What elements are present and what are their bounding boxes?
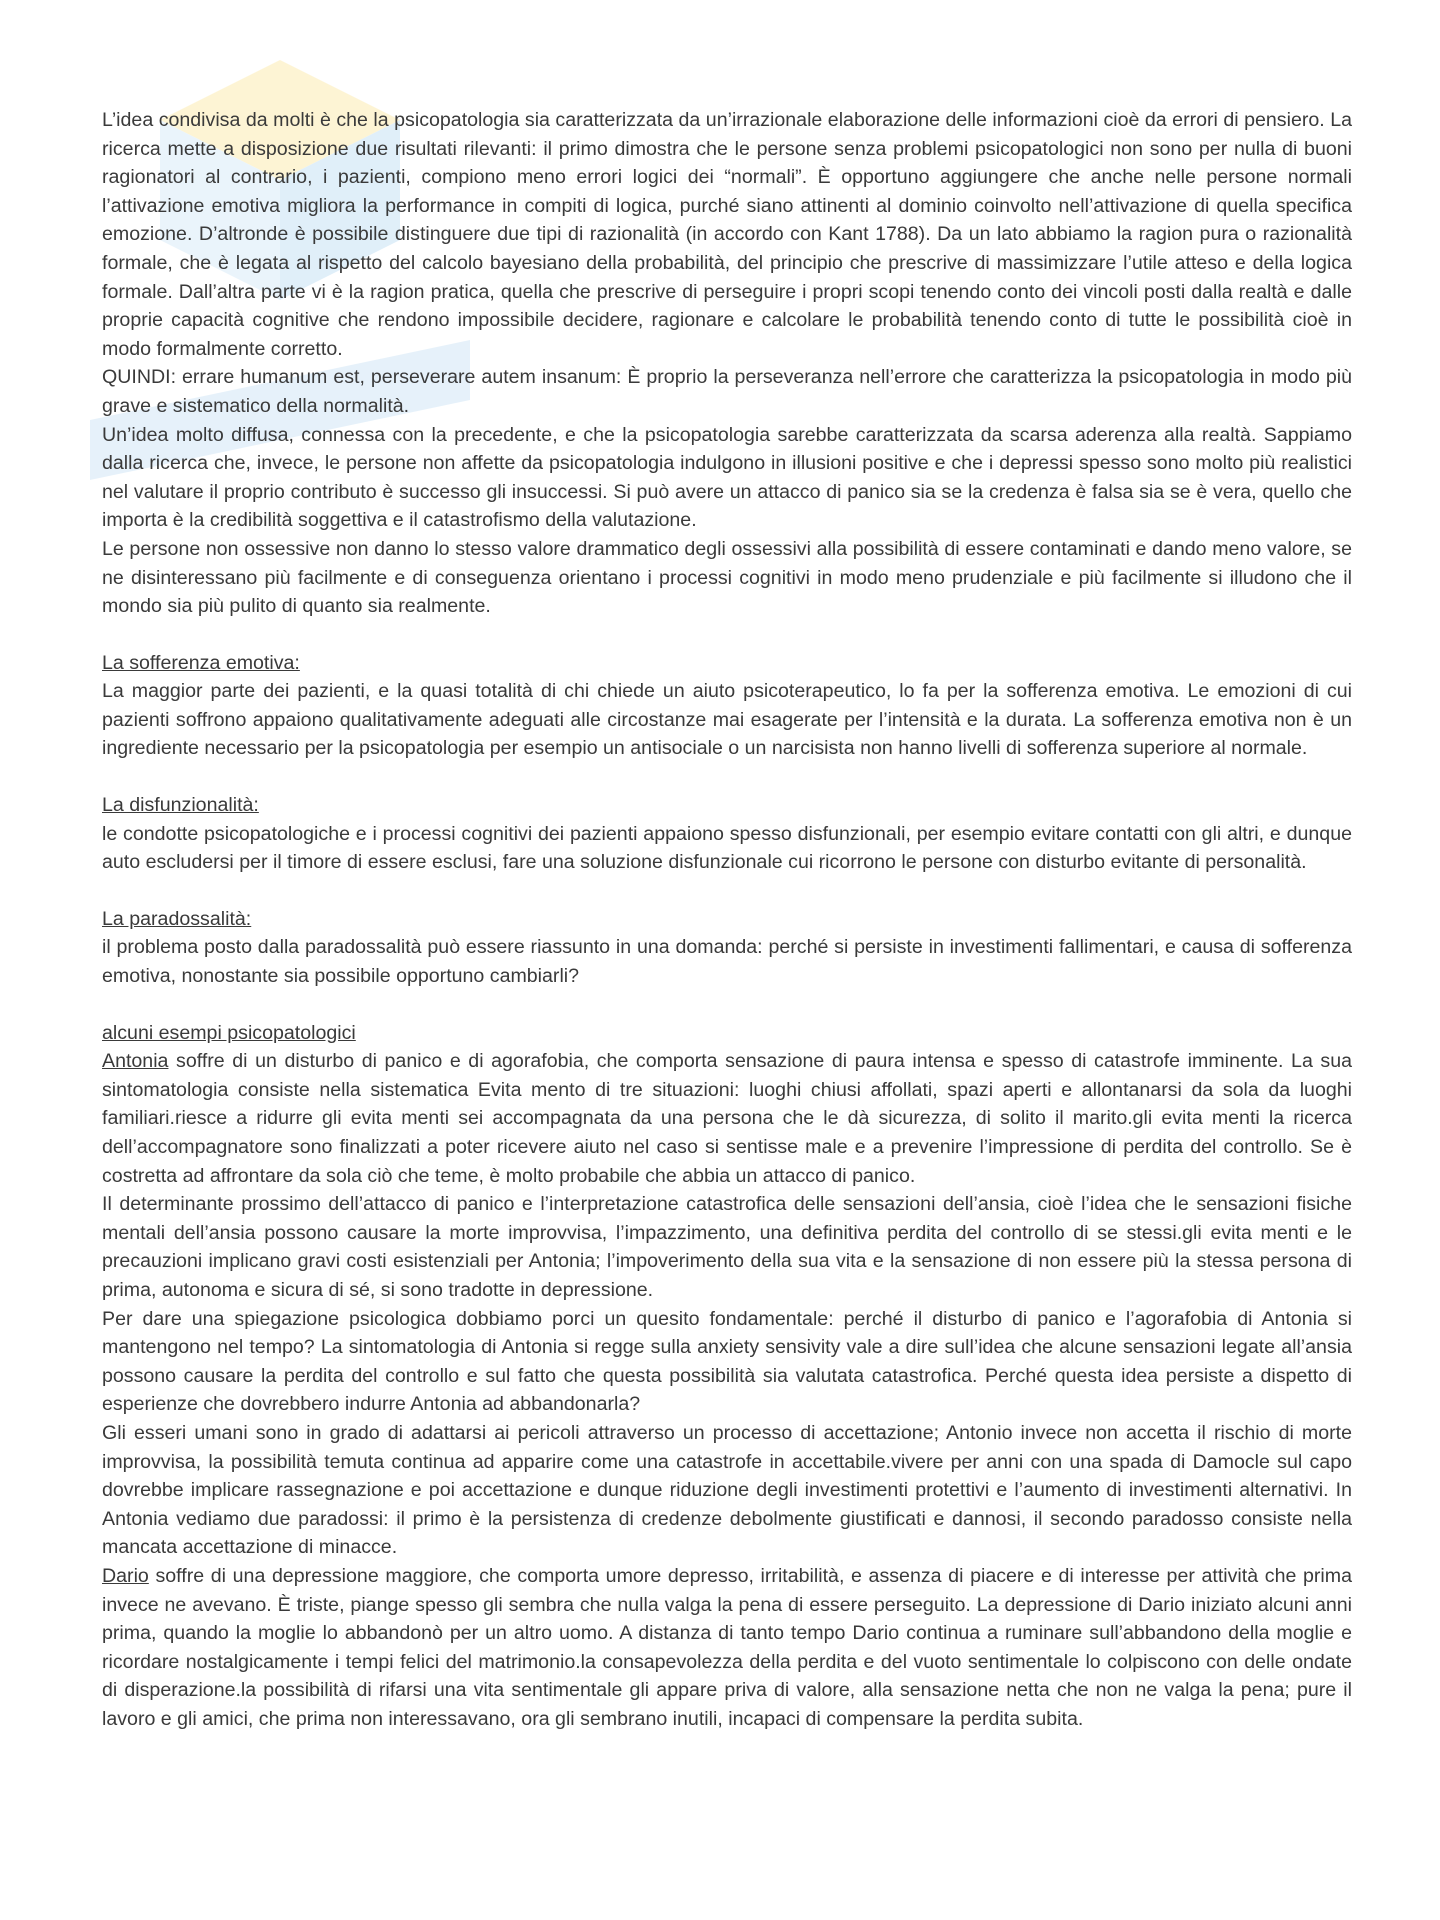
antonia-text-1: soffre di un disturbo di panico e di agorafobia, che comporta sensazione di paura intensa e spesso di catastrofe imminente. La sua sintomatologia consiste nella sistematica Evita mento di tre situazioni: luoghi chiusi affollati, spazi aperti e allontanarsi da sola da luoghi familiari.riesce a ridurre gli evita menti sei accompagnata da una persona che le dà sicurezza, di solito il marito.gli evita menti la ricerca dell’accompagnatore sono finalizzati a poter ricevere aiuto nel caso si sentisse male e a prevenire l’impressione di perdita del controllo. Se è costretta ad affrontare da sola ciò che teme, è molto probabile che abbia un attacco di panico.: [102, 1050, 1352, 1187]
paragraph-intro-4: Le persone non ossessive non danno lo stesso valore drammatico degli ossessivi alla possibilità di essere contaminati e dando meno valore, se ne disinteressano più facilmente e di conseguenza orientano i processi cognitivi in modo meno prudenziale e più facilmente si illudono che il mondo sia più pulito di quanto sia realmente.: [102, 537, 1352, 618]
paragraph-disfunzionalita: le condotte psicopatologiche e i processi cognitivi dei pazienti appaiono spesso disfunzionali, per esempio evitare contatti con gli altri, e dunque auto escludersi per il timore di essere esclusi, fare una soluzione disfunzionale cui ricorrono le persone con disturbo evitante di personalità.: [102, 822, 1352, 874]
paragraph-intro-1: L’idea condivisa da molti è che la psicopatologia sia caratterizzata da un’irrazionale elaborazione delle informazioni cioè da errori di pensiero. La ricerca mette a disposizione due risultati rilevanti: il primo dimostra che le persone senza problemi psicopatologici non sono per nulla di buoni ragionatori al contrario, i pazienti, compiono meno errori logici dei “normali”. È opportuno aggiungere che anche nelle persone normali l’attivazione emotiva migliora la performance in compiti di logica, purché siano attinenti al dominio coinvolto nell’attivazione di quella specifica emozione. D’altronde è possibile distinguere due tipi di razionalità (in accordo con Kant 1788). Da un lato abbiamo la ragion pura o razionalità formale, che è legata al rispetto del calcolo bayesiano della probabilità, del principio che prescrive di massimizzare l’utile atteso e della logica formale. Dall’altra parte vi è la ragion pratica, quella che prescrive di perseguire i propri scopi tenendo conto dei vincoli posti dalla realtà e dalle proprie capacità cognitive che rendono impossibile decidere, ragionare e calcolare le probabilità tenendo conto di tutte le possibilità cioè in modo formalmente corretto.: [102, 109, 1352, 360]
paragraph-intro-3: Un’idea molto diffusa, connessa con la precedente, e che la psicopatologia sarebbe caratterizzata da scarsa aderenza alla realtà. Sappiamo dalla ricerca che, invece, le persone non affette da psicopatologia indulgono in illusioni positive e che i depressi spesso sono molto più realistici nel valutare il proprio contributo è successo gli insuccessi. Si può avere un attacco di panico sia se la credenza è falsa sia se è vera, quello che importa è la credibilità soggettiva e il catastrofismo della valutazione.: [102, 423, 1352, 532]
heading-esempi: alcuni esempi psicopatologici: [102, 1021, 356, 1044]
name-dario: Dario: [102, 1564, 149, 1587]
paragraph-sofferenza: La maggior parte dei pazienti, e la quasi totalità di chi chiede un aiuto psicoterapeutico, lo fa per la sofferenza emotiva. Le emozioni di cui pazienti soffrono appaiono qualitativamente adeguati alle circostanze mai esagerate per l’intensità e la durata. La sofferenza emotiva non è un ingrediente necessario per la psicopatologia per esempio un antisociale o un narcisista non hanno livelli di sofferenza superiore al normale.: [102, 680, 1352, 760]
document-body: [102, 106, 1352, 1733]
paragraph-antonia-3: Per dare una spiegazione psicologica dobbiamo porci un quesito fondamentale: perché il disturbo di panico e l’agorafobia di Antonia si mantengono nel tempo? La sintomatologia di Antonia si regge sulla anxiety sensivity vale a dire sull’idea che alcune sensazioni legate all’ansia possono causare la perdita del controllo e sul fatto che questa possibilità sia valutata catastrofica. Perché questa idea persiste a dispetto di esperienze che dovrebbero indurre Antonia ad abbandonarla?: [102, 1307, 1352, 1416]
dario-text: soffre di una depressione maggiore, che comporta umore depresso, irritabilità, e assenza di piacere e di interesse per attività che prima invece ne avevano. È triste, piange spesso gli sembra che nulla valga la pena di essere perseguito. La depressione di Dario iniziato alcuni anni prima, quando la moglie lo abbandonò per un altro uomo. A distanza di tanto tempo Dario continua a ruminare sull’abbandono della moglie e ricordare nostalgicamente i tempi felici del matrimonio.la consapevolezza della perdita e del vuoto sentimentale lo colpiscono con delle ondate di disperazione.la possibilità di rifarsi una vita sentimentale gli appare priva di valore, alla sensazione netta che non ne valga la pena; pure il lavoro e gli amici, che prima non interessavano, ora gli sembrano inutili, incapaci di compensare la perdita subita.: [102, 1564, 1352, 1730]
paragraph-paradossalita: il problema posto dalla paradossalità può essere riassunto in una domanda: perché si persiste in investimenti fallimentari, e causa di sofferenza emotiva, nonostante sia possibile opportuno cambiarli?: [102, 936, 1352, 988]
paragraph-intro-2: QUINDI: errare humanum est, perseverare autem insanum: È proprio la perseveranza nell’errore che caratterizza la psicopatologia in modo più grave e sistematico della normalità.: [102, 366, 1352, 417]
paragraph-dario: [102, 1562, 1352, 1734]
paragraph-antonia-1: [102, 1047, 1352, 1190]
heading-disfunzionalita: La disfunzionalità:: [102, 794, 259, 817]
heading-paradossalita: La paradossalità:: [102, 907, 252, 930]
name-antonia: Antonia: [102, 1050, 169, 1073]
paragraph-antonia-4: Gli esseri umani sono in grado di adattarsi ai pericoli attraverso un processo di accettazione; Antonio invece non accetta il rischio di morte improvvisa, la possibilità temuta continua ad apparire come una catastrofe in accettabile.vivere per anni con una spada di Damocle sul capo dovrebbe implicare rassegnazione e poi accettazione e dunque riduzione degli investimenti protettivi e l’aumento di investimenti alternativi. In Antonia vediamo due paradossi: il primo è la persistenza di credenze debolmente giustificati e dannosi, il secondo paradosso consiste nella mancata accettazione di minacce.: [102, 1421, 1352, 1559]
heading-sofferenza: La sofferenza emotiva:: [102, 651, 300, 674]
paragraph-antonia-2: Il determinante prossimo dell’attacco di panico e l’interpretazione catastrofica delle sensazioni dell’ansia, cioè l’idea che le sensazioni fisiche mentali dell’ansia possono causare la morte improvvisa, l’impazzimento, una definitiva perdita del controllo di se stessi.gli evita menti e le precauzioni implicano gravi costi esistenziali per Antonia; l’impoverimento della sua vita e la sensazione di non essere più la stessa persona di prima, autonoma e sicura di sé, si sono tradotte in depressione.: [102, 1193, 1352, 1301]
